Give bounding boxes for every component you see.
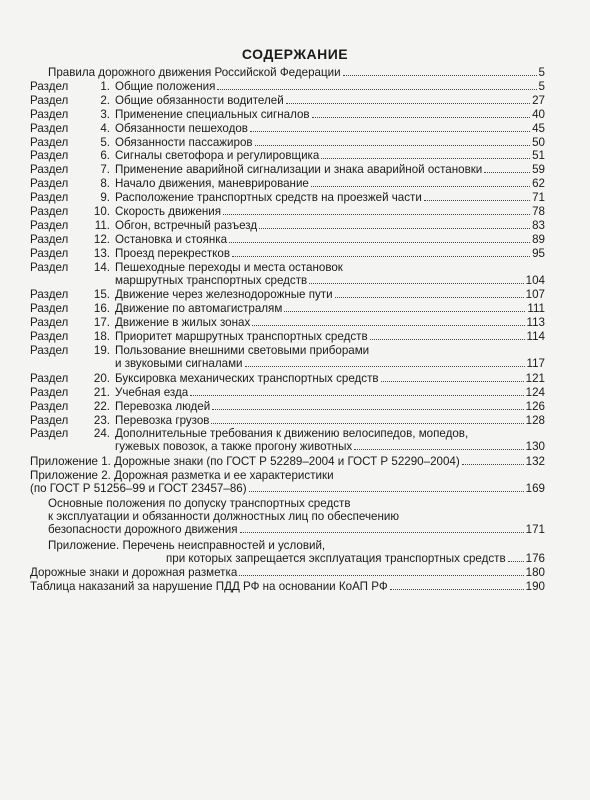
toc-line <box>30 288 545 301</box>
entry-title: Буксировка механических транспортных средств <box>115 371 379 385</box>
entry-title: Применение аварийной сигнализации и знака аварийной остановки <box>115 163 483 177</box>
entry-title: Приложение 1. Дорожные знаки (по ГОСТ Р 52289–2004 и ГОСТ Р 52290–2004) <box>30 455 460 469</box>
section-label: Раздел <box>30 135 69 149</box>
toc-line <box>30 177 545 190</box>
toc-line-continued <box>30 482 545 495</box>
entry-title-continued: (по ГОСТ Р 51256–99 и ГОСТ 23457–86) <box>30 482 247 496</box>
entry-title: Общие положения <box>115 79 216 93</box>
section-number: 19. <box>93 344 110 357</box>
toc-entry <box>30 400 545 413</box>
toc-line <box>30 316 545 329</box>
page-number: 132 <box>525 455 545 469</box>
leader-dots <box>259 227 530 229</box>
toc-line-continued <box>30 440 545 453</box>
entry-title: Основные положения по допуску транспортных средств <box>48 496 351 510</box>
entry-title: Правила дорожного движения Российской Федерации <box>48 66 341 79</box>
toc-entry <box>30 330 545 343</box>
toc-line <box>30 261 545 274</box>
leader-dots <box>232 255 530 257</box>
toc-line-continued <box>48 510 545 523</box>
leader-dots <box>321 157 530 159</box>
toc-entry <box>30 386 545 399</box>
leader-dots <box>335 296 524 298</box>
toc-line-continued <box>30 274 545 287</box>
entry-title: Скорость движения <box>115 205 222 218</box>
leader-dots <box>424 199 530 201</box>
toc-entry <box>30 414 545 427</box>
entry-title: Приоритет маршрутных транспортных средств <box>115 330 368 344</box>
entry-title: Таблица наказаний за нарушение ПДД РФ на основании КоАП РФ <box>30 580 388 594</box>
section-label: Раздел <box>30 163 69 177</box>
section-label: Раздел <box>30 107 69 121</box>
toc-entry <box>30 205 545 218</box>
section-label: Раздел <box>30 177 69 191</box>
page-number: 45 <box>532 121 545 135</box>
section-number: 2. <box>100 93 110 107</box>
section-label: Раздел <box>30 191 69 205</box>
section-label: Раздел <box>30 149 69 163</box>
entry-title: Дорожные знаки и дорожная разметка <box>30 566 238 580</box>
leader-dots <box>354 448 523 450</box>
entry-title: Перевозка людей <box>115 399 211 413</box>
section-number: 8. <box>100 177 110 191</box>
page-number: 27 <box>532 93 545 107</box>
toc-line <box>30 344 545 357</box>
toc-line <box>30 566 545 579</box>
page-number: 111 <box>527 302 545 316</box>
section-label: Раздел <box>30 232 69 246</box>
entry-title: Проезд перекрестков <box>115 246 230 260</box>
toc-line <box>30 136 545 149</box>
toc-entry <box>30 316 545 329</box>
leader-dots <box>211 422 523 424</box>
toc-entry <box>30 233 545 246</box>
entry-title: Общие обязанности водителей <box>115 93 284 107</box>
leader-dots <box>249 490 524 492</box>
toc-entry <box>30 191 545 204</box>
toc-line <box>30 122 545 135</box>
page-number: 89 <box>532 232 545 246</box>
page-number: 5 <box>538 66 545 79</box>
entry-title: Расположение транспортных средств на проезжей части <box>115 191 422 205</box>
leader-dots <box>190 394 523 396</box>
toc-line-continued <box>48 523 545 536</box>
section-number: 23. <box>93 413 110 427</box>
page-number: 114 <box>526 330 545 344</box>
section-label: Раздел <box>30 413 69 427</box>
toc-entry <box>30 149 545 162</box>
toc-entry <box>30 163 545 176</box>
section-label: Раздел <box>30 246 69 260</box>
toc-entry <box>30 302 545 315</box>
toc-entry <box>48 66 545 79</box>
toc-entry <box>30 372 545 385</box>
toc-appendix-entry <box>48 497 545 536</box>
section-number: 18. <box>93 330 110 344</box>
page-number: 40 <box>532 107 545 121</box>
toc-entry <box>30 108 545 121</box>
section-label: Раздел <box>30 79 69 93</box>
leader-dots <box>484 171 530 173</box>
toc-line <box>30 580 545 593</box>
toc-line <box>48 539 545 552</box>
leader-dots <box>390 588 524 590</box>
toc-entry <box>30 122 545 135</box>
toc-line <box>30 94 545 107</box>
section-number: 1. <box>100 79 110 93</box>
page-number: 50 <box>532 135 545 149</box>
section-number: 9. <box>100 191 110 205</box>
leader-dots <box>255 144 531 146</box>
toc-appendix-entry <box>30 469 545 495</box>
toc-appendix-entry <box>48 539 545 565</box>
toc-entry <box>30 94 545 107</box>
toc-appendix-entry <box>30 566 545 579</box>
section-number: 10. <box>93 205 110 218</box>
toc-line <box>30 372 545 385</box>
toc-line <box>30 400 545 413</box>
entry-title: Перевозка грузов <box>115 413 210 427</box>
page-title: СОДЕРЖАНИЕ <box>241 46 349 62</box>
page-number: 104 <box>525 273 545 287</box>
entry-title: Учебная езда <box>115 385 189 399</box>
toc-line <box>30 149 545 162</box>
section-number: 7. <box>100 163 110 177</box>
page-number: 171 <box>525 522 545 536</box>
toc-entry <box>30 247 545 260</box>
leader-dots <box>312 116 531 118</box>
toc-line <box>30 330 545 343</box>
entry-title: Остановка и стоянка <box>115 232 228 246</box>
section-number: 5. <box>100 135 110 149</box>
leader-dots <box>229 241 530 243</box>
toc-entry <box>30 288 545 301</box>
entry-title-continued: безопасности дорожного движения <box>48 522 238 536</box>
toc-line <box>30 191 545 204</box>
leader-dots <box>250 130 530 132</box>
leader-dots <box>212 408 523 410</box>
section-label: Раздел <box>30 205 69 218</box>
leader-dots <box>239 574 523 576</box>
entry-title-continued: гужевых повозок, а также прогону животных <box>115 440 353 454</box>
page-number: 78 <box>532 205 545 218</box>
toc-line <box>48 66 545 79</box>
leader-dots <box>462 463 524 465</box>
page-number: 107 <box>525 288 545 302</box>
section-label: Раздел <box>30 427 69 441</box>
section-number: 22. <box>93 399 110 413</box>
entry-title: Применение специальных сигналов <box>115 107 310 121</box>
leader-dots <box>343 74 537 76</box>
toc-line <box>30 108 545 121</box>
toc-line <box>30 302 545 315</box>
toc-line <box>30 219 545 232</box>
entry-title: Движение в жилых зонах <box>115 316 251 330</box>
section-label: Раздел <box>30 93 69 107</box>
page-number: 180 <box>525 566 545 580</box>
page-number: 95 <box>532 246 545 260</box>
section-label: Раздел <box>30 344 69 357</box>
toc-entry <box>30 427 545 453</box>
section-label: Раздел <box>30 288 69 302</box>
page-number: 62 <box>532 177 545 191</box>
section-label: Раздел <box>30 385 69 399</box>
section-number: 11. <box>94 218 110 232</box>
toc-line <box>30 414 545 427</box>
page-number: 5 <box>538 79 545 93</box>
leader-dots <box>240 531 524 533</box>
entry-title: Сигналы светофора и регулировщика <box>115 149 320 163</box>
leader-dots <box>311 185 530 187</box>
entry-title: Обязанности пассажиров <box>115 135 253 149</box>
page-number: 71 <box>532 191 545 205</box>
toc-line <box>30 80 545 93</box>
toc-entry <box>30 136 545 149</box>
toc-appendix-entry <box>30 455 545 468</box>
toc-entry <box>30 80 545 93</box>
section-label: Раздел <box>30 218 69 232</box>
page-number: 59 <box>532 163 545 177</box>
toc-entry <box>30 219 545 232</box>
toc-line <box>30 163 545 176</box>
entry-title: Пешеходные переходы и места остановок <box>115 260 343 274</box>
page-number: 130 <box>525 440 545 454</box>
page-number: 126 <box>525 399 545 413</box>
leader-dots <box>286 102 530 104</box>
section-number: 24. <box>93 427 110 441</box>
page-number: 113 <box>526 316 545 330</box>
section-number: 20. <box>93 371 110 385</box>
toc-line <box>48 497 545 510</box>
toc-appendix-entry <box>30 580 545 593</box>
page-number: 169 <box>525 482 545 496</box>
leader-dots <box>309 282 523 284</box>
toc-line <box>30 469 545 482</box>
section-number: 16. <box>93 302 110 316</box>
section-number: 4. <box>100 121 110 135</box>
section-number: 13. <box>93 246 110 260</box>
leader-dots <box>252 324 524 326</box>
section-label: Раздел <box>30 302 69 316</box>
entry-title-continued: при которых запрещается эксплуатация транспортных средств <box>166 551 506 565</box>
entry-title: Пользование внешними световыми приборами <box>115 344 370 357</box>
page-number: 121 <box>525 371 545 385</box>
toc-entry <box>30 261 545 287</box>
toc-line-continued <box>48 552 545 565</box>
entry-title-continued: маршрутных транспортных средств <box>115 273 308 287</box>
leader-dots <box>370 338 525 340</box>
toc-line <box>30 205 545 218</box>
section-label: Раздел <box>30 260 69 274</box>
section-number: 12. <box>93 232 110 246</box>
section-number: 17. <box>93 316 110 330</box>
section-label: Раздел <box>30 399 69 413</box>
toc-line <box>30 427 545 440</box>
leader-dots <box>508 560 524 562</box>
page-number: 176 <box>525 551 545 565</box>
leader-dots <box>245 365 525 367</box>
page-number: 124 <box>525 385 545 399</box>
section-label: Раздел <box>30 371 69 385</box>
section-number: 6. <box>100 149 110 163</box>
leader-dots <box>223 213 530 215</box>
section-number: 21. <box>93 385 110 399</box>
entry-title: Движение через железнодорожные пути <box>115 288 333 302</box>
toc-line <box>30 386 545 399</box>
section-label: Раздел <box>30 121 69 135</box>
section-number: 3. <box>100 107 110 121</box>
entry-title: Приложение. Перечень неисправностей и условий, <box>48 538 326 552</box>
section-number: 14. <box>93 260 110 274</box>
toc-entry <box>30 344 545 370</box>
leader-dots <box>381 380 524 382</box>
section-number: 15. <box>93 288 110 302</box>
entry-title: Обгон, встречный разъезд <box>115 218 258 232</box>
toc-line <box>30 455 545 468</box>
entry-title-continued: и звуковыми сигналами <box>115 357 243 370</box>
toc-entry <box>30 177 545 190</box>
page-number: 83 <box>532 218 545 232</box>
leader-dots <box>217 88 536 90</box>
section-label: Раздел <box>30 330 69 344</box>
entry-title: Движение по автомагистралям <box>115 302 283 316</box>
page-number: 117 <box>526 357 545 370</box>
toc-line <box>30 233 545 246</box>
entry-title: Начало движения, маневрирование <box>115 177 309 191</box>
page-number: 190 <box>525 580 545 594</box>
toc-line-continued <box>30 357 545 370</box>
entry-title: Дополнительные требования к движению велосипедов, мопедов, <box>115 427 469 441</box>
toc-line <box>30 247 545 260</box>
section-label: Раздел <box>30 316 69 330</box>
entry-title: Обязанности пешеходов <box>115 121 248 135</box>
page-number: 51 <box>532 149 545 163</box>
entry-title: Приложение 2. Дорожная разметка и ее характеристики <box>30 469 334 483</box>
leader-dots <box>284 310 525 312</box>
page-number: 128 <box>525 413 545 427</box>
entry-title-continued: к эксплуатации и обязанности должностных лиц по обеспечению <box>48 509 400 523</box>
